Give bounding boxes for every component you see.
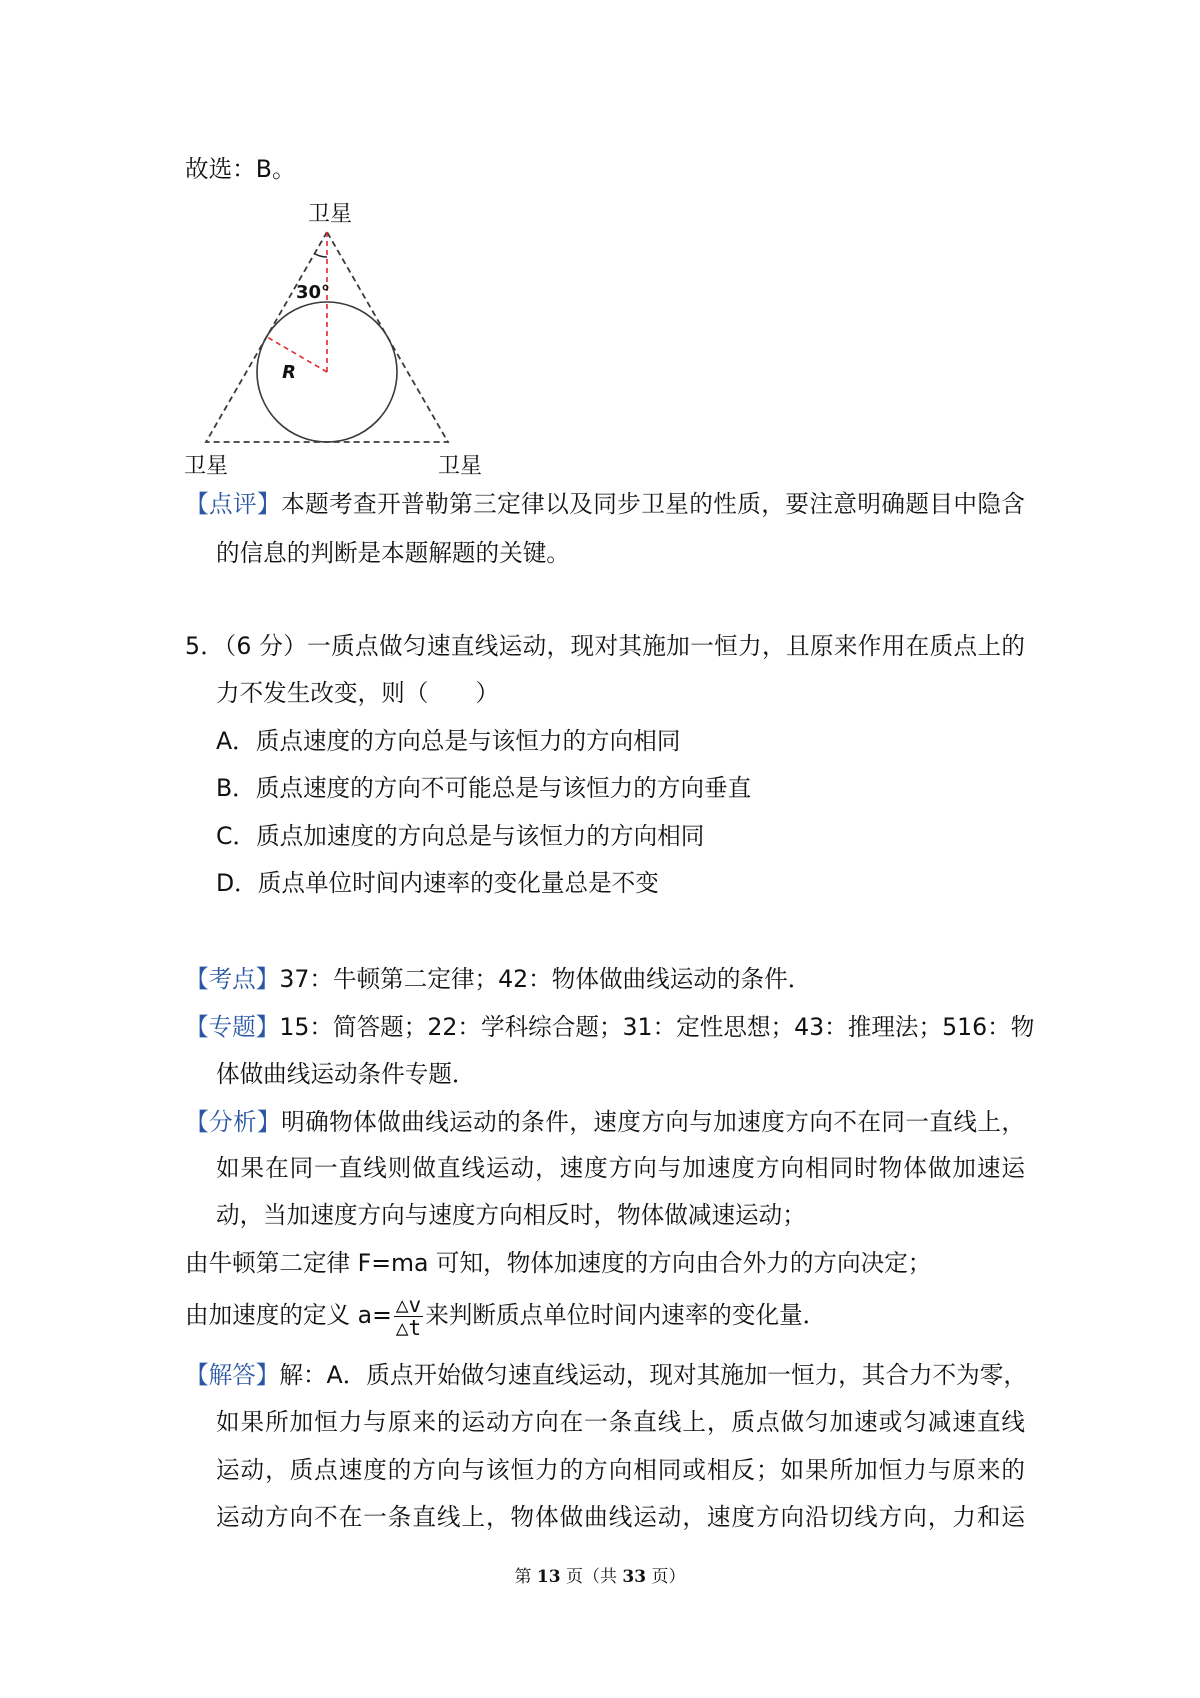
option-c: C．质点加速度的方向总是与该恒力的方向相同 [216,822,705,850]
fraction-numerator: △v [395,1293,422,1317]
radius-label: R [282,362,296,383]
footer-suffix: 页） [646,1567,686,1587]
fraction-denominator: △t [395,1316,422,1340]
definition-suffix: 来判断质点单位时间内速率的变化量． [425,1301,827,1329]
solution-tag: 【解答】 [185,1361,280,1389]
definition-prefix: 由加速度的定义 a= [185,1301,392,1329]
satellite-label-bottom-left: 卫星 [183,454,229,479]
topic-text-1: 15：简答题；22：学科综合题；31：定性思想；43：推理法；516：物 [279,1013,1035,1041]
comment-tag: 【点评】 [185,490,282,518]
analysis-line-1 [185,1098,1025,1146]
comment-text-1: 本题考查开普勒第三定律以及同步卫星的性质，要注意明确题目中隐含 [281,490,1026,518]
satellite-orbit-diagram [170,190,500,485]
total-page-number: 33 [622,1567,647,1587]
topic-line-1 [185,1003,1035,1051]
angle-arc [315,254,328,257]
topic-line-2: 体做曲线运动条件专题． [216,1060,476,1088]
knowledge-point-text: 37：牛顿第二定律；42：物体做曲线运动的条件． [279,965,812,993]
option-b: B．质点速度的方向不可能总是与该恒力的方向垂直 [216,774,752,802]
radius-line [267,337,327,372]
question-stem-line-1: 5．（6 分）一质点做匀速直线运动，现对其施加一恒力，且原来作用在质点上的 [185,632,1025,660]
conclusion-line: 故选：B。 [185,155,296,183]
knowledge-point-tag: 【考点】 [185,965,280,993]
question-stem-line-2: 力不发生改变，则（ ） [216,679,500,707]
option-a: A．质点速度的方向总是与该恒力的方向相同 [216,727,681,755]
knowledge-point-line [185,955,811,1003]
comment-line-2: 的信息的判断是本题解题的关键。 [216,539,570,567]
solution-line-4: 运动方向不在一条直线上，物体做曲线运动，速度方向沿切线方向，力和运 [216,1503,1025,1531]
option-d: D．质点单位时间内速率的变化量总是不变 [216,869,659,897]
satellite-label-bottom-right: 卫星 [437,454,483,479]
newton-law-line: 由牛顿第二定律 F=ma 可知，物体加速度的方向由合外力的方向决定； [185,1249,932,1277]
footer-middle: 页（共 [560,1567,623,1587]
current-page-number: 13 [536,1567,561,1587]
page-footer [0,1565,1200,1589]
acceleration-definition-line [185,1291,826,1339]
solution-line-1 [185,1351,1025,1399]
analysis-text-1: 明确物体做曲线运动的条件，速度方向与加速度方向不在同一直线上， [281,1108,1026,1136]
solution-line-2: 如果所加恒力与原来的运动方向在一条直线上，质点做匀加速或匀减速直线 [216,1408,1025,1436]
satellite-label-top: 卫星 [307,202,353,227]
analysis-line-3: 动，当加速度方向与速度方向相反时，物体做减速运动； [216,1201,806,1229]
topic-tag: 【专题】 [185,1013,280,1041]
solution-text-1: 解：A．质点开始做匀速直线运动，现对其施加一恒力，其合力不为零， [279,1361,1027,1389]
solution-line-3: 运动，质点速度的方向与该恒力的方向相同或相反；如果所加恒力与原来的 [216,1456,1025,1484]
comment-line-1 [185,480,1025,528]
analysis-tag: 【分析】 [185,1108,282,1136]
delta-v-over-delta-t-fraction [394,1294,423,1339]
angle-label: 30° [295,282,331,303]
analysis-line-2: 如果在同一直线则做直线运动，速度方向与加速度方向相同时物体做加速运 [216,1154,1025,1182]
footer-prefix: 第 [514,1567,537,1587]
